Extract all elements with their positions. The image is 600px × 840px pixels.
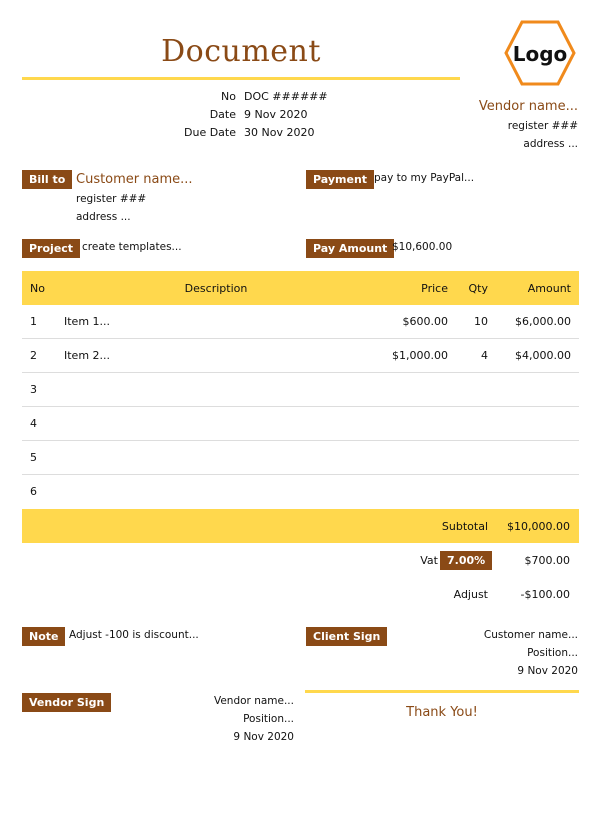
note-tag: Note [22, 627, 65, 646]
customer-address: address ... [76, 211, 131, 223]
row-no: 2 [22, 339, 56, 373]
due-date-label: Due Date [184, 126, 236, 139]
vat-label: Vat [420, 554, 438, 567]
row-amount [496, 441, 579, 475]
row-price: $1,000.00 [376, 339, 456, 373]
project-value: create templates... [82, 241, 182, 253]
row-qty [456, 441, 496, 475]
row-description: Item 1... [56, 305, 376, 339]
row-description [56, 441, 376, 475]
customer-name: Customer name... [76, 172, 193, 187]
row-description [56, 407, 376, 441]
vendor-name: Vendor name... [478, 99, 578, 114]
table-row [22, 407, 579, 441]
subtotal-label: Subtotal [441, 520, 488, 533]
logo-text: Logo [512, 42, 568, 66]
row-price: $600.00 [376, 305, 456, 339]
row-no: 3 [22, 373, 56, 407]
row-qty: 4 [456, 339, 496, 373]
table-header-row [22, 271, 579, 305]
header-qty: Qty [468, 281, 488, 295]
subtotal-value: $10,000.00 [507, 520, 570, 533]
client-sign-tag: Client Sign [306, 627, 387, 646]
project-tag: Project [22, 239, 80, 258]
payment-tag: Payment [306, 170, 374, 189]
document-number: DOC ###### [244, 90, 328, 103]
row-description [56, 475, 376, 509]
row-qty [456, 373, 496, 407]
row-qty: 10 [456, 305, 496, 339]
thank-you-text: Thank You! [406, 705, 478, 720]
header-amount: Amount [527, 281, 571, 295]
bill-to-tag: Bill to [22, 170, 72, 189]
thanks-divider [305, 690, 579, 693]
row-description [56, 373, 376, 407]
client-sign-position: Position... [527, 647, 578, 659]
header-no: No [30, 281, 45, 295]
document-date: 9 Nov 2020 [244, 108, 308, 121]
client-sign-date: 9 Nov 2020 [517, 665, 578, 677]
row-price [376, 407, 456, 441]
items-table [22, 271, 579, 508]
row-description: Item 2... [56, 339, 376, 373]
customer-register: register ### [76, 193, 147, 205]
row-price [376, 475, 456, 509]
payment-method: pay to my PayPal... [374, 172, 475, 184]
document-title: Document [161, 34, 321, 69]
row-price [376, 441, 456, 475]
header-price: Price [421, 281, 448, 295]
date-label: Date [209, 108, 236, 121]
row-amount: $6,000.00 [496, 305, 579, 339]
adjust-label: Adjust [453, 588, 488, 601]
row-amount [496, 475, 579, 509]
row-qty [456, 407, 496, 441]
note-text: Adjust -100 is discount... [69, 629, 199, 641]
vendor-register: register ### [507, 120, 578, 132]
pay-amount-tag: Pay Amount [306, 239, 394, 258]
row-amount [496, 407, 579, 441]
vat-value: $700.00 [524, 554, 570, 567]
table-row [22, 305, 579, 339]
vendor-sign-name: Vendor name... [213, 695, 294, 707]
subtotal-bar [22, 509, 579, 543]
row-qty [456, 475, 496, 509]
row-price [376, 373, 456, 407]
table-row [22, 339, 579, 373]
row-no: 5 [22, 441, 56, 475]
pay-amount-value: $10,600.00 [392, 241, 453, 253]
vendor-sign-tag: Vendor Sign [22, 693, 111, 712]
table-row [22, 441, 579, 475]
no-label: No [221, 90, 236, 103]
table-row [22, 475, 579, 509]
vendor-sign-position: Position... [243, 713, 294, 725]
header-description: Description [184, 281, 248, 295]
vendor-sign-date: 9 Nov 2020 [233, 731, 294, 743]
vat-rate-badge: 7.00% [440, 551, 492, 570]
row-no: 4 [22, 407, 56, 441]
row-no: 6 [30, 485, 37, 498]
vendor-address: address ... [523, 138, 578, 150]
row-no: 1 [22, 305, 56, 339]
row-amount [496, 373, 579, 407]
row-amount: $4,000.00 [496, 339, 579, 373]
table-row [22, 373, 579, 407]
title-divider [22, 77, 460, 80]
client-sign-name: Customer name... [483, 629, 578, 641]
adjust-value: -$100.00 [520, 588, 570, 601]
due-date: 30 Nov 2020 [244, 126, 315, 139]
